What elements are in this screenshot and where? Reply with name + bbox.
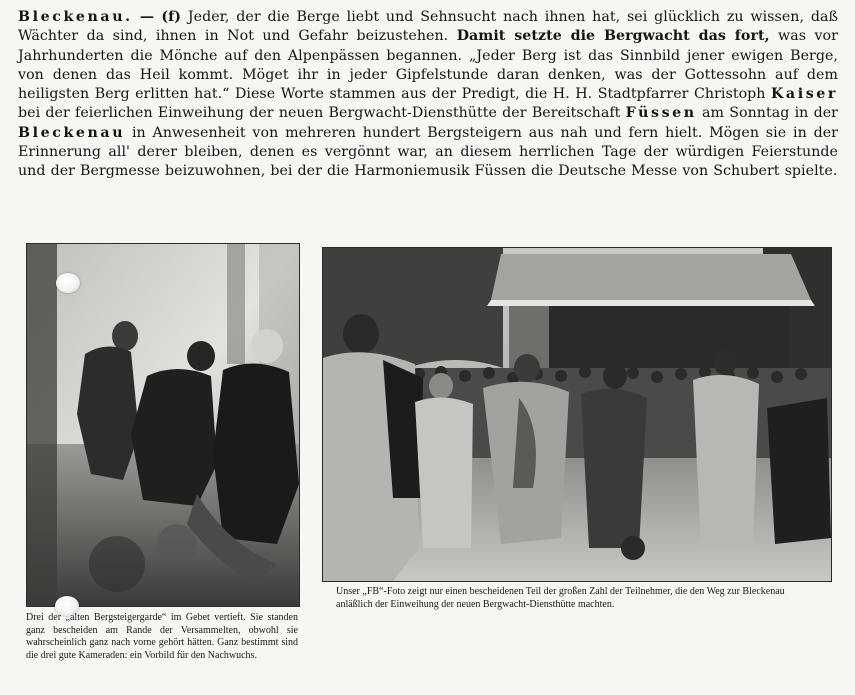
article-body-3: am Sonntag in der <box>696 105 838 122</box>
punch-hole-top <box>56 273 80 293</box>
article-name-bleckenau: Bleckenau <box>18 124 126 141</box>
article-name-kaiser: Kaiser <box>770 86 838 103</box>
article-body-1: was vor Jahrhunderten die Mönche auf den Alpenpässen begannen. „Jeder Berg ist das Sinnbild jener ewigen Berge, von denen das Heil kommt. Möget ihr in jeder Gipfelstunde daran denken, was der Gottessohn auf dem heiligsten Berg erlitten hat.“ Diese Worte stammen aus der Predigt, die H. H. Stadtpfarrer Christoph <box>18 28 838 103</box>
article-text <box>18 8 838 182</box>
article-dateline: Bleckenau. <box>18 9 133 25</box>
article-dash: — <box>132 9 162 25</box>
article-source-mark: (f) <box>161 9 182 25</box>
photo-praying-men <box>26 243 300 607</box>
article-name-fuessen: Füssen <box>625 105 697 122</box>
photo-crowd-at-hut <box>322 247 832 582</box>
article-bold-sentence: Damit setzte die Bergwacht das fort, <box>456 28 770 45</box>
caption-crowd-at-hut: Unser „FB“-Foto zeigt nur einen bescheidenen Teil der großen Zahl der Teilnehmer, die den Weg zur Bleckenau anläßlich der Einweihung der neuen Bergwacht-Diensthütte machten. <box>336 586 785 610</box>
caption-praying-men: Drei der „alten Bergsteigergarde“ im Gebet vertieft. Sie standen ganz bescheiden am Rande der Versammelten, obwohl sie wahrscheinlich ganz nach vorne gehört hätten. Ganz bestimmt sind die drei gute Kameraden: ein Vorbild für den Nachwuchs. <box>26 612 298 661</box>
article-paragraph <box>18 8 838 182</box>
article-intro: Jeder, der die Berge liebt und Sehnsucht nach ihnen hat, sei glücklich zu wissen, daß Wächter da sind, ihnen in Not und Gefahr beizustehen. <box>18 9 838 45</box>
article-body-4: in Anwesenheit von mehreren hundert Bergsteigern aus nah und fern hielt. Mögen sie in der Erinnerung all' derer bleiben, denen es vergönnt war, an diesem herrlichen Tage der würdigen Feierstunde und der Bergmesse beizuwohnen, bei der die Harmoniemusik Füssen die Deutsche Messe von Schubert spielte. <box>18 124 838 180</box>
photo-praying-men-image <box>27 244 299 606</box>
article-body-2: bei der feierlichen Einweihung der neuen Bergwacht-Diensthütte der Bereitschaft <box>18 105 626 122</box>
photo-crowd-at-hut-image <box>323 248 831 581</box>
